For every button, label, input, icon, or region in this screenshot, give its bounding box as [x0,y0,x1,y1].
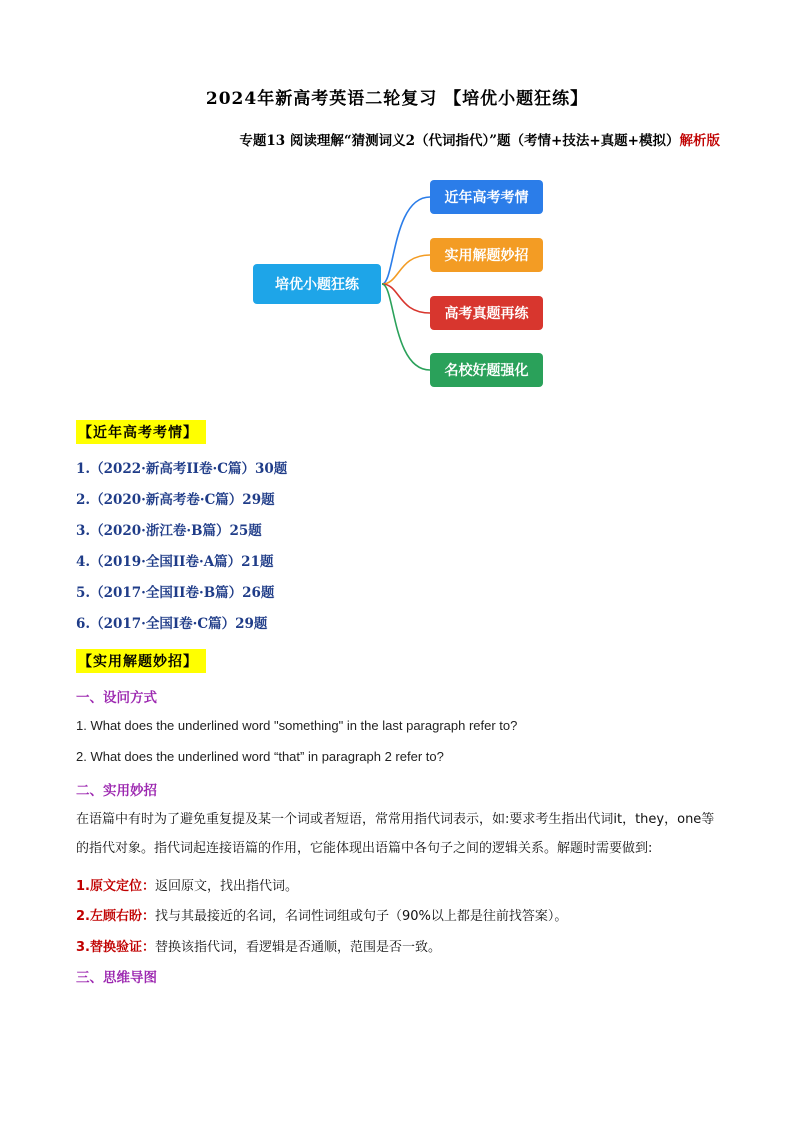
mindmap-branch-node: 实用解题妙招 [430,238,543,272]
mindmap-root-node: 培优小题狂练 [253,264,381,304]
tip-text: 找与其最接近的名词，名词性词组或句子（90%以上都是往前找答案）。 [154,909,568,924]
tip-line [76,905,567,924]
mindmap-branch-node: 名校好题强化 [430,353,543,387]
tip-text: 返回原文，找出指代词。 [154,879,298,894]
tips-paragraph: 在语篇中有时为了避免重复提及某一个词或者短语，常常用指代词表示，如:要求考生指出代词it，they，one等的指代对象。指代词起连接语篇的作用，它能体现出语篇中各句子之间的逻辑关系。解题时需要做到: [76,812,715,856]
document-title: 2024年新高考英语二轮复习 【培优小题狂练】 [205,89,589,109]
exam-list-item: 1.（2022·新高考II卷·C篇）30题 [76,461,288,477]
subtitle-main: 专题13 阅读理解“猜测词义2（代词指代）”题（考情+技法+真题+模拟） [239,133,680,149]
exam-list-item: 2.（2020·新高考卷·C篇）29题 [76,492,275,508]
question-example: 1. What does the underlined word "something" in the last paragraph refer to? [76,718,518,733]
exam-list-item: 6.（2017·全国I卷·C篇）29题 [76,616,268,632]
tip-label: 1.原文定位： [76,879,155,894]
subtitle-version-label: 解析版 [679,133,720,149]
tip-label: 2.左顾右盼： [76,909,155,924]
exam-list-item: 5.（2017·全国II卷·B篇）26题 [76,585,275,601]
section-tag-solving-tips: 【实用解题妙招】 [76,649,206,673]
connector-green [382,284,430,370]
tip-line [76,936,441,955]
connector-blue [382,197,430,284]
question-example: 2. What does the underlined word “that” in paragraph 2 refer to? [76,749,444,764]
exam-list-item: 3.（2020·浙江卷·B篇）25题 [76,523,262,539]
section-tag-exam-trends: 【近年高考考情】 [76,420,206,444]
heading-question-forms: 一、设问方式 [76,690,157,706]
mindmap-branch-node: 高考真题再练 [430,296,543,330]
mindmap-branch-node: 近年高考考情 [430,180,543,214]
heading-practical-tips: 二、实用妙招 [76,783,157,799]
heading-mindmap: 三、思维导图 [76,970,157,986]
tip-label: 3.替换验证： [76,940,155,955]
tip-text: 替换该指代词，看逻辑是否通顺，范围是否一致。 [154,940,441,955]
mindmap-connectors [0,0,794,420]
tip-line [76,875,298,894]
exam-list-item: 4.（2019·全国II卷·A篇）21题 [76,554,274,570]
